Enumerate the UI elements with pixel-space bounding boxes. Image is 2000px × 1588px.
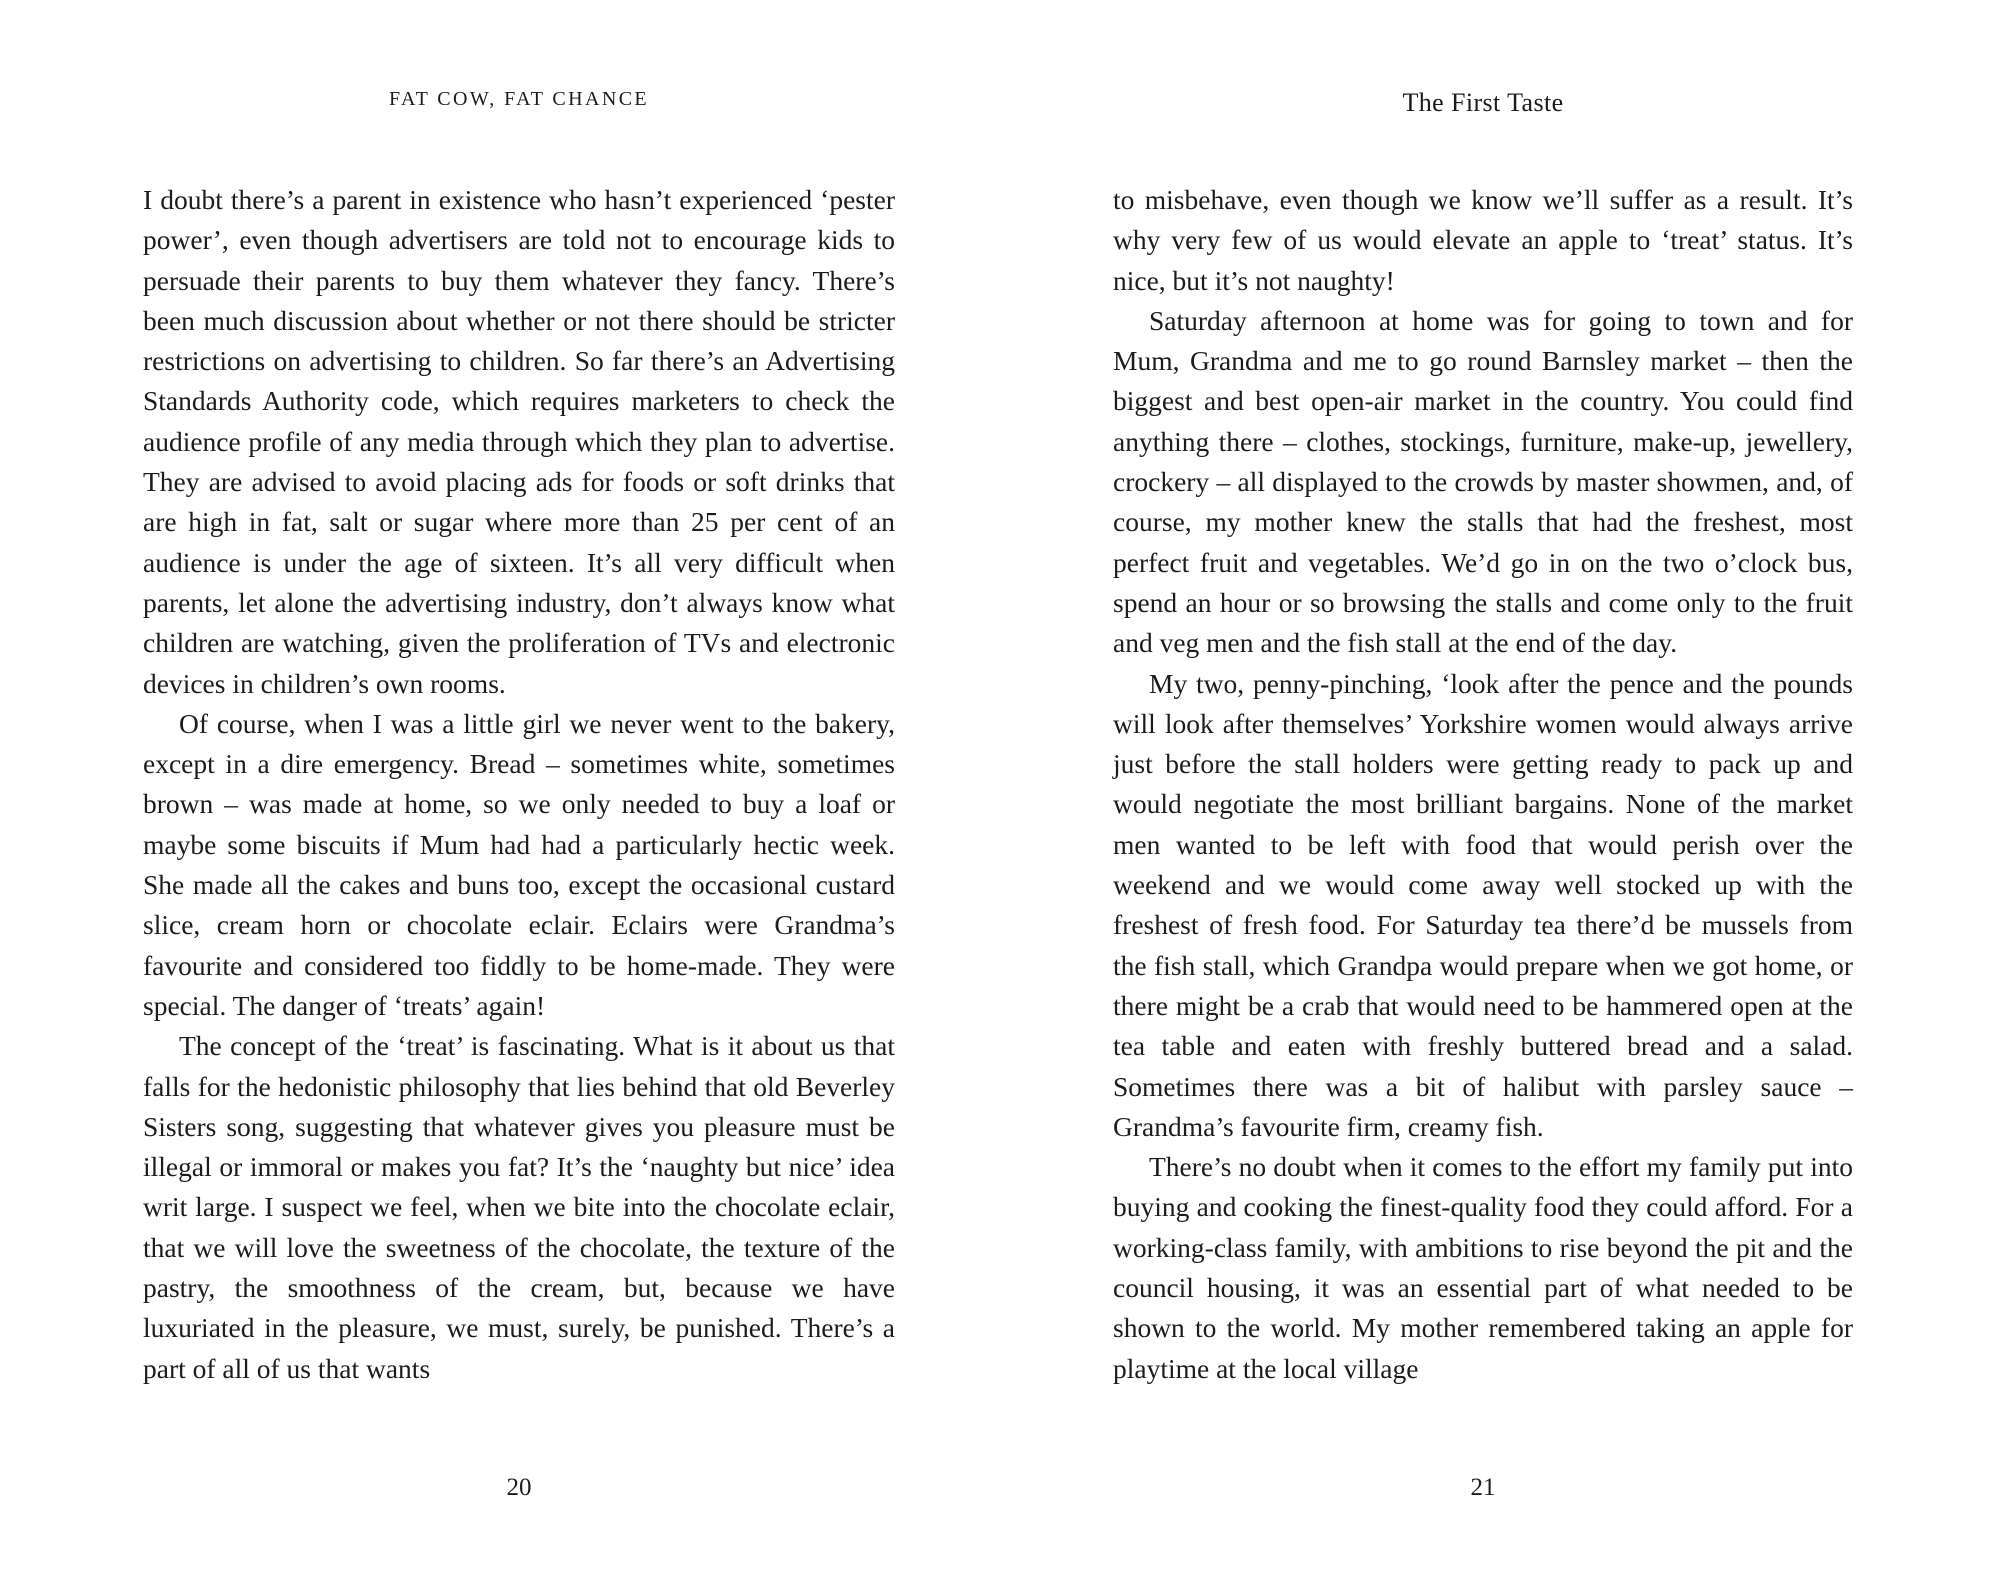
right-page-body bbox=[1113, 180, 1853, 1389]
right-page bbox=[1113, 0, 1853, 1588]
page-number: 21 bbox=[1470, 1474, 1496, 1501]
paragraph: There’s no doubt when it comes to the effort my family put into buying and cooking the finest-quality food they could afford. For a working-class family, with ambitions to rise beyond the pit and the council housing, it was an essential part of what needed to be shown to the world. My mother remembered taking an apple for playtime at the local village bbox=[1113, 1151, 1853, 1384]
paragraph: My two, penny-pinching, ‘look after the pence and the pounds will look after themselves’ Yorkshire women would always arrive just before the stall holders were getting ready to pack up and would negotiate the most brilliant bargains. None of the market men wanted to be left with food that would perish over the weekend and we would come away well stocked up with the freshest of fresh food. For Saturday tea there’d be mussels from the fish stall, which Grandpa would prepare when we got home, or there might be a crab that would need to be hammered open at the tea table and eaten with freshly buttered bread and a salad. Sometimes there was a bit of halibut with parsley sauce – Grandma’s favourite firm, creamy fish. bbox=[1113, 667, 1853, 1142]
left-page-body bbox=[143, 180, 895, 1389]
paragraph: Saturday afternoon at home was for going to town and for Mum, Grandma and me to go round Barnsley market – then the biggest and best open-air market in the country. You could find anything there – clothes, stockings, furniture, make-up, jewellery, crockery – all displayed to the crowds by master showmen, and, of course, my mother knew the stalls that had the freshest, most perfect fruit and vegetables. We’d go in on the two o’clock bus, spend an hour or so browsing the stalls and come only to the fruit and veg men and the fish stall at the end of the day. bbox=[1113, 304, 1853, 659]
left-page bbox=[143, 0, 895, 1588]
page-number: 20 bbox=[506, 1474, 532, 1501]
paragraph: I doubt there’s a parent in existence who hasn’t experienced ‘pester power’, even though advertisers are told not to encourage kids to persuade their parents to buy them whatever they fancy. There’s been much discussion about whether or not there should be stricter restrictions on advertising to children. So far there’s an Advertising Standards Authority code, which requires marketers to check the audience profile of any media through which they plan to advertise. They are advised to avoid placing ads for foods or soft drinks that are high in fat, salt or sugar where more than 25 per cent of an audience is under the age of sixteen. It’s all very difficult when parents, let alone the advertising industry, don’t always know what children are watching, given the proliferation of TVs and electronic devices in children’s own rooms. bbox=[143, 184, 895, 699]
running-head-book-title: FAT COW, FAT CHANCE bbox=[388, 88, 650, 110]
paragraph: Of course, when I was a little girl we never went to the bakery, except in a dire emergency. Bread – sometimes white, sometimes brown – was made at home, so we only needed to buy a loaf or maybe some biscuits if Mum had had a particularly hectic week. She made all the cakes and buns too, except the occasional custard slice, cream horn or chocolate eclair. Eclairs were Grandma’s favourite and considered too fiddly to be home-made. They were special. The danger of ‘treats’ again! bbox=[143, 707, 895, 1021]
running-head-chapter-title: The First Taste bbox=[1402, 88, 1564, 117]
paragraph: The concept of the ‘treat’ is fascinating. What is it about us that falls for the hedonistic philosophy that lies behind that old Beverley Sisters song, suggesting that whatever gives you pleasure must be illegal or immoral or makes you fat? It’s the ‘naughty but nice’ idea writ large. I suspect we feel, when we bite into the chocolate eclair, that we will love the sweetness of the chocolate, the texture of the pastry, the smoothness of the cream, but, because we have luxuriated in the pleasure, we must, surely, be punished. There’s a part of all of us that wants bbox=[143, 1030, 895, 1384]
paragraph: to misbehave, even though we know we’ll suffer as a result. It’s why very few of us would elevate an apple to ‘treat’ status. It’s nice, but it’s not naughty! bbox=[1113, 184, 1853, 296]
